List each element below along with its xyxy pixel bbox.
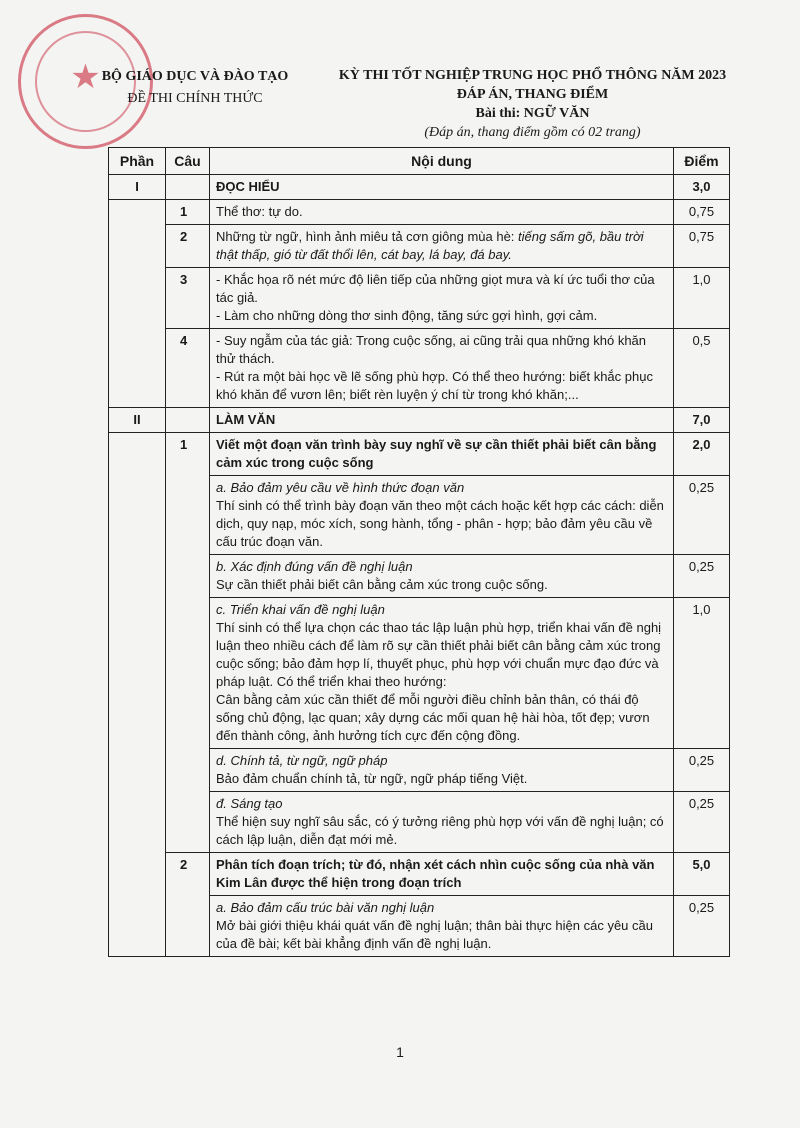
exam-title: KỲ THI TỐT NGHIỆP TRUNG HỌC PHỔ THÔNG NĂM 2023 [338, 68, 727, 83]
page-number: 1 [396, 1044, 404, 1060]
criterion [210, 598, 674, 749]
question-number: 3 [166, 268, 210, 329]
criterion-body: Cân bằng cảm xúc cần thiết để mỗi người điều chỉnh bản thân, có thái độ sống chủ động, lạc quan; xây dựng các mối quan hệ hài hòa, tốt đẹp; vươn đến thành công, ảnh hưởng tích cực đến cộng đồng. [216, 692, 650, 743]
score: 0,25 [674, 555, 730, 598]
section-number: I [109, 175, 166, 200]
question-number: 2 [166, 225, 210, 268]
section-score: 3,0 [674, 175, 730, 200]
criterion [210, 896, 674, 957]
answer-text: Thể thơ: tự do. [210, 200, 674, 225]
score: 1,0 [674, 598, 730, 749]
criterion [210, 476, 674, 555]
section-number: II [109, 408, 166, 433]
answer-text: - Khắc họa rõ nét mức độ liên tiếp của những giọt mưa và kí ức tuổi thơ của tác giả. - Làm cho những dòng thơ sinh động, tăng sức gợi hình, gợi cảm. [210, 268, 674, 329]
criterion-heading: a. Bảo đảm cấu trúc bài văn nghị luận [216, 900, 435, 915]
criterion-body: Thể hiện suy nghĩ sâu sắc, có ý tưởng riêng phù hợp với vấn đề nghị luận; có cách lập luận, diễn đạt mới mẻ. [216, 814, 664, 847]
question-number: 1 [166, 200, 210, 225]
subject-title: Bài thi: NGỮ VĂN [475, 106, 590, 121]
table-row [109, 853, 730, 896]
section-title: ĐỌC HIỂU [210, 175, 674, 200]
answer-text: - Suy ngẫm của tác giả: Trong cuộc sống, ai cũng trải qua những khó khăn thử thách. - Rút ra một bài học về lẽ sống phù hợp. Có thể theo hướng: biết khắc phục khó khăn để vươn lên; biết rèn luyện ý chí từ trong khó khăn;... [210, 329, 674, 408]
header-left [80, 66, 310, 110]
header-cau: Câu [166, 148, 210, 175]
score: 0,75 [674, 225, 730, 268]
criterion-heading: c. Triển khai vấn đề nghị luận [216, 602, 385, 617]
ministry-name: BỘ GIÁO DỤC VÀ ĐÀO TẠO [101, 69, 289, 84]
criterion-body: Thí sinh có thể trình bày đoạn văn theo một cách hoặc kết hợp các cách: diễn dịch, quy nạp, móc xích, song hành, tổng - phân - hợp; bảo đảm yêu cầu về cấu trúc đoạn văn. [216, 498, 664, 549]
section-score: 7,0 [674, 408, 730, 433]
question-title: Viết một đoạn văn trình bày suy nghĩ về sự cần thiết phải biết cân bằng cảm xúc trong cuộc sống [210, 433, 674, 476]
page-count-note: (Đáp án, thang điểm gồm có 02 trang) [424, 125, 641, 140]
section-row-lam-van [109, 408, 730, 433]
criterion-body: Sự cần thiết phải biết cân bằng cảm xúc trong cuộc sống. [216, 577, 548, 592]
score: 0,25 [674, 476, 730, 555]
table-row [109, 225, 730, 268]
criterion-heading: đ. Sáng tạo [216, 796, 283, 811]
section-title: LÀM VĂN [210, 408, 674, 433]
seal-star-icon: ★ [70, 58, 101, 96]
score: 0,25 [674, 792, 730, 853]
score: 0,25 [674, 896, 730, 957]
criterion-heading: d. Chính tả, từ ngữ, ngữ pháp [216, 753, 388, 768]
header-noi-dung: Nội dung [210, 148, 674, 175]
score: 5,0 [674, 853, 730, 896]
score: 0,75 [674, 200, 730, 225]
table-row [109, 329, 730, 408]
doc-title: ĐÁP ÁN, THANG ĐIỂM [456, 87, 609, 102]
answer-table [108, 147, 730, 957]
table-row [109, 200, 730, 225]
table-row [109, 433, 730, 476]
criterion [210, 792, 674, 853]
answer-text: Những từ ngữ, hình ảnh miêu tả cơn giông mùa hè: tiếng sấm gõ, bầu trời thật thấp, gió từ đất thổi lên, cát bay, lá bay, đá bay. [210, 225, 674, 268]
table-header-row [109, 148, 730, 175]
header-phan: Phần [109, 148, 166, 175]
question-number: 4 [166, 329, 210, 408]
criterion [210, 555, 674, 598]
criterion-body: Thí sinh có thể lựa chọn các thao tác lập luận phù hợp, triển khai vấn đề nghị luận theo nhiều cách để làm rõ sự cần thiết phải biết cân bằng cảm xúc trong cuộc sống; bảo đảm hợp lí, thuyết phục, phù hợp với chuẩn mực đạo đức và pháp luật. Có thể triển khai theo hướng: [216, 620, 662, 689]
exam-type: ĐỀ THI CHÍNH THỨC [127, 91, 263, 106]
score: 0,25 [674, 749, 730, 792]
criterion-body: Bảo đảm chuẩn chính tả, từ ngữ, ngữ pháp tiếng Việt. [216, 771, 528, 786]
criterion-heading: a. Bảo đảm yêu cầu về hình thức đoạn văn [216, 480, 465, 495]
score: 1,0 [674, 268, 730, 329]
header-right [305, 66, 760, 142]
criterion-heading: b. Xác định đúng vấn đề nghị luận [216, 559, 413, 574]
question-number: 1 [166, 433, 210, 853]
criterion [210, 749, 674, 792]
criterion-body: Mở bài giới thiệu khái quát vấn đề nghị luận; thân bài thực hiện các yêu cầu của đề bài; kết bài khẳng định vấn đề nghị luận. [216, 918, 653, 951]
section-row-doc-hieu [109, 175, 730, 200]
score: 0,5 [674, 329, 730, 408]
question-title: Phân tích đoạn trích; từ đó, nhận xét cách nhìn cuộc sống của nhà văn Kim Lân được thể hiện trong đoạn trích [210, 853, 674, 896]
header-diem: Điểm [674, 148, 730, 175]
answer-text-italic: tiếng sấm gõ, bầu trời thật thấp, gió từ đất thổi lên, cát bay, lá bay, đá bay. [216, 229, 644, 262]
table-row [109, 268, 730, 329]
question-number: 2 [166, 853, 210, 957]
score: 2,0 [674, 433, 730, 476]
